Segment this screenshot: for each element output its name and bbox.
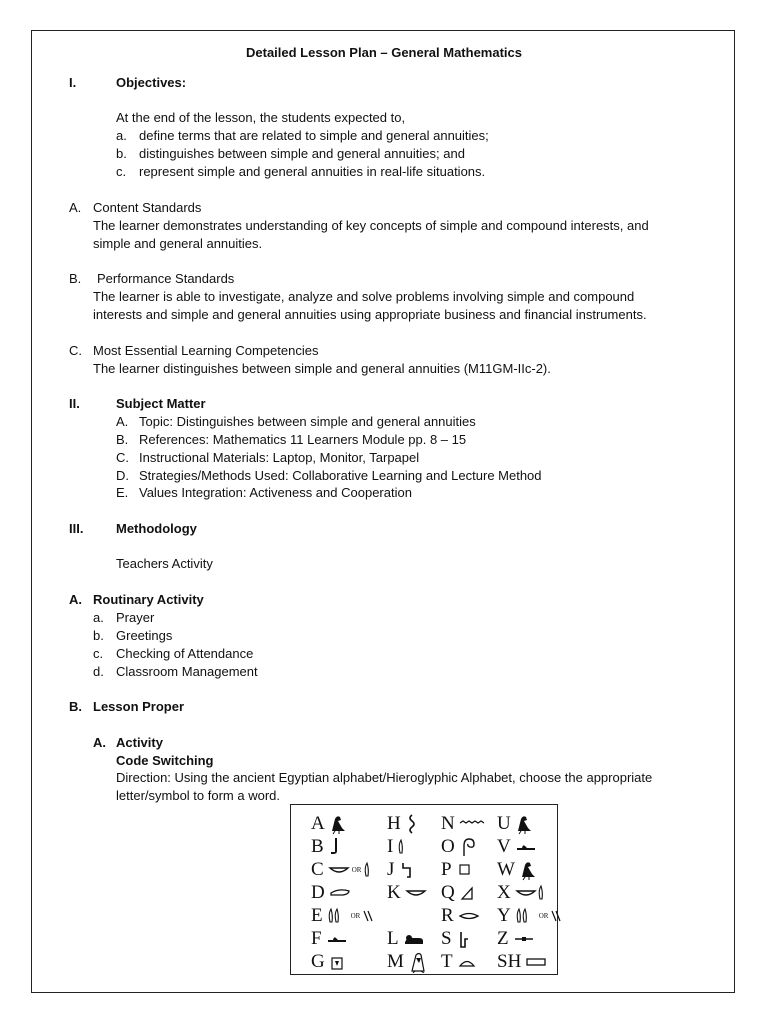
hand-icon [329, 882, 351, 904]
cobra-icon [398, 859, 420, 881]
section-marker: B. [69, 699, 82, 714]
lion-icon [403, 928, 425, 950]
activity-direction: Direction: Using the ancient Egyptian alphabet/Hieroglyphic Alphabet, choose the appropriate [116, 770, 653, 785]
list-item-marker: A. [116, 414, 129, 429]
routinary-heading: Routinary Activity [93, 592, 204, 607]
stool-icon [456, 859, 478, 881]
alphabet-cell [311, 882, 351, 904]
list-item-marker: C. [116, 450, 129, 465]
objectives-intro: At the end of the lesson, the students expected to, [116, 110, 406, 125]
or-label: OR [350, 912, 361, 920]
list-item-marker: D. [116, 468, 129, 483]
bread-loaf-icon [457, 951, 479, 973]
section-marker: B. [69, 271, 82, 286]
alphabet-letter: C [311, 859, 324, 880]
alphabet-letter: J [387, 859, 395, 880]
alphabet-letter: H [387, 813, 401, 834]
activity-heading: Activity [116, 735, 163, 750]
list-item: Strategies/Methods Used: Collaborative Learning and Lecture Method [139, 468, 542, 483]
list-item-marker: E. [116, 485, 129, 500]
door-bolt-icon [513, 928, 535, 950]
alphabet-cell [497, 882, 559, 904]
jar-stand-icon [329, 951, 351, 973]
alphabet-letter: S [441, 928, 452, 949]
alphabet-cell [387, 928, 425, 950]
alphabet-letter: D [311, 882, 325, 903]
alphabet-cell [497, 813, 537, 835]
alphabet-cell [441, 928, 478, 950]
alphabet-cell [387, 859, 420, 881]
section-marker: A. [69, 592, 82, 607]
lesson-proper-heading: Lesson Proper [93, 699, 185, 714]
alphabet-cell [497, 905, 572, 927]
list-item-marker: B. [116, 432, 129, 447]
subject-matter-heading: Subject Matter [116, 396, 206, 411]
alphabet-letter: Q [441, 882, 455, 903]
content-standards-text: The learner demonstrates understanding of key concepts of simple and compound interests, and [93, 218, 649, 233]
alphabet-letter: X [497, 882, 511, 903]
objectives-heading: Objectives: [116, 75, 187, 90]
list-item-marker: d. [93, 664, 104, 679]
basket-handle-icon [405, 882, 427, 904]
alphabet-letter: M [387, 951, 404, 972]
list-item: represent simple and general annuities in real-life situations. [139, 164, 486, 179]
alphabet-cell [311, 859, 385, 881]
reed-leaf-icon [397, 836, 419, 858]
twisted-flax-icon [405, 813, 427, 835]
content-standards-text: simple and general annuities. [93, 236, 263, 251]
alphabet-cell [441, 813, 485, 835]
lasso-icon [459, 836, 481, 858]
alphabet-cell [311, 951, 351, 973]
double-reed-icon [327, 905, 385, 927]
alphabet-letter: V [497, 836, 511, 857]
alphabet-letter: Z [497, 928, 509, 949]
basket-cloth-icon [515, 882, 559, 904]
list-item: Greetings [116, 628, 173, 643]
list-item: Topic: Distinguishes between simple and general annuities [139, 414, 476, 429]
owl-icon [408, 951, 430, 973]
foot-icon [328, 836, 350, 858]
subject-matter-numeral: II. [69, 396, 80, 411]
list-item-marker: c. [93, 646, 104, 661]
alphabet-letter: P [441, 859, 452, 880]
pool-icon [525, 951, 547, 973]
section-marker: C. [69, 343, 82, 358]
folded-cloth-icon [456, 928, 478, 950]
alphabet-letter: L [387, 928, 399, 949]
list-item-marker: b. [116, 146, 127, 161]
performance-standards-heading: Performance Standards [97, 271, 235, 286]
content-standards-heading: Content Standards [93, 200, 202, 215]
list-item: Prayer [116, 610, 155, 625]
alphabet-cell [441, 836, 481, 858]
alphabet-letter: R [441, 905, 454, 926]
performance-standards-text: The learner is able to investigate, analyze and solve problems involving simple and compound [93, 289, 635, 304]
section-marker: A. [93, 735, 106, 750]
alphabet-cell [441, 951, 479, 973]
alphabet-cell [497, 951, 547, 973]
methodology-numeral: III. [69, 521, 84, 536]
list-item: define terms that are related to simple and general annuities; [139, 128, 489, 143]
alphabet-letter: I [387, 836, 394, 857]
alphabet-cell [441, 882, 481, 904]
document-title: Detailed Lesson Plan – General Mathematics [246, 45, 522, 60]
water-icon [459, 813, 485, 835]
alphabet-letter: U [497, 813, 511, 834]
list-item-marker: b. [93, 628, 104, 643]
quail-chick-icon [515, 813, 537, 835]
methodology-subheading: Teachers Activity [116, 556, 213, 571]
double-reed-icon [515, 905, 573, 927]
alphabet-cell [387, 882, 427, 904]
alphabet-cell [441, 859, 478, 881]
list-item: Classroom Management [116, 664, 258, 679]
alphabet-cell [441, 905, 480, 927]
alphabet-letter: G [311, 951, 325, 972]
alphabet-letter: O [441, 836, 455, 857]
basket-icon [328, 859, 386, 881]
or-label: OR [538, 912, 549, 920]
list-item: Checking of Attendance [116, 646, 254, 661]
list-item: References: Mathematics 11 Learners Module pp. 8 – 15 [139, 432, 467, 447]
alphabet-cell [497, 859, 541, 881]
list-item-marker: a. [93, 610, 104, 625]
list-item: Instructional Materials: Laptop, Monitor, Tarpapel [139, 450, 420, 465]
alphabet-letter: A [311, 813, 325, 834]
alphabet-letter: N [441, 813, 455, 834]
or-label: OR [351, 866, 362, 874]
competencies-heading: Most Essential Learning Competencies [93, 343, 319, 358]
objectives-numeral: I. [69, 75, 77, 90]
activity-title: Code Switching [116, 753, 214, 768]
alphabet-cell [387, 951, 430, 973]
methodology-heading: Methodology [116, 521, 197, 536]
alphabet-cell [311, 928, 348, 950]
hieroglyph-alphabet-table [290, 804, 558, 975]
list-item-marker: a. [116, 128, 127, 143]
alphabet-cell [497, 836, 537, 858]
competencies-text: The learner distinguishes between simple and general annuities (M11GM-IIc-2). [93, 361, 551, 376]
vulture-icon [329, 813, 351, 835]
hill-icon [459, 882, 481, 904]
alphabet-cell [387, 813, 427, 835]
alphabet-letter: E [311, 905, 323, 926]
alphabet-cell [497, 928, 535, 950]
alphabet-cell [311, 813, 351, 835]
alphabet-letter: W [497, 859, 515, 880]
alphabet-letter: T [441, 951, 453, 972]
alphabet-letter: B [311, 836, 324, 857]
alphabet-letter: Y [497, 905, 511, 926]
alphabet-cell [311, 836, 350, 858]
alphabet-letter: SH [497, 951, 522, 972]
alphabet-cell [311, 905, 384, 927]
section-marker: A. [69, 200, 82, 215]
list-item-marker: c. [116, 164, 127, 179]
list-item: Values Integration: Activeness and Cooperation [139, 485, 412, 500]
horned-viper-icon [326, 928, 348, 950]
alphabet-letter: K [387, 882, 401, 903]
alphabet-cell [387, 836, 419, 858]
list-item: distinguishes between simple and general annuities; and [139, 146, 465, 161]
mouth-icon [458, 905, 480, 927]
activity-direction: letter/symbol to form a word. [116, 788, 280, 803]
viper-icon [515, 836, 537, 858]
chick-icon [519, 859, 541, 881]
alphabet-letter: F [311, 928, 322, 949]
performance-standards-text: interests and simple and general annuities using appropriate business and financial instruments. [93, 307, 647, 322]
